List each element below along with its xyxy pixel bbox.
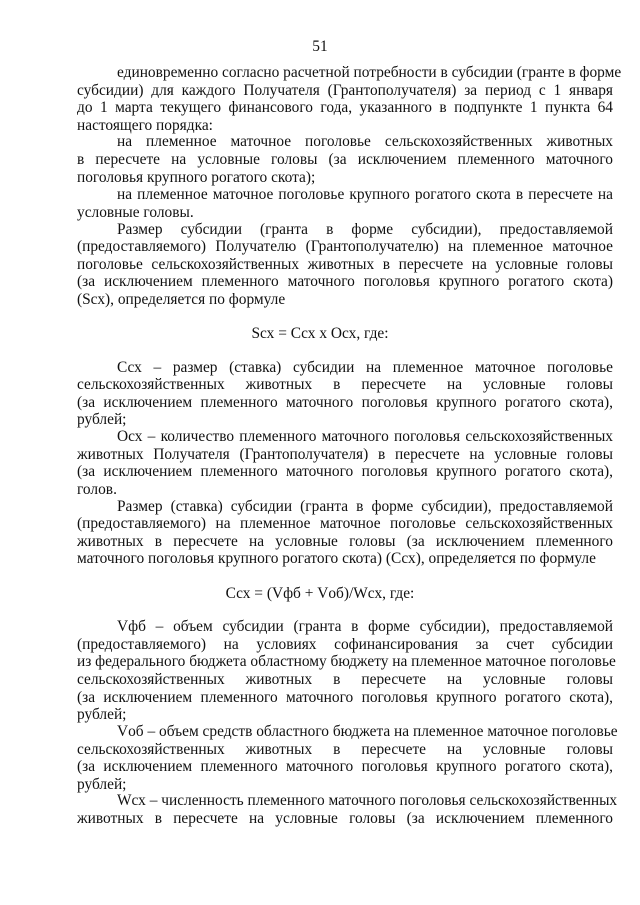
paragraph-line: условные головы.	[77, 203, 194, 221]
paragraph-line: Vфб – объем субсидии (гранта в форме субсидии), предоставляемой	[117, 618, 613, 636]
paragraph-line: поголовья крупного рогатого скота);	[77, 168, 316, 186]
paragraph-line: поголовье сельскохозяйственных животных в пересчете на условные головы	[77, 255, 613, 273]
paragraph-line: Ссх – размер (ставка) субсидии на племенное маточное поголовье	[117, 358, 613, 376]
paragraph-line: настоящего порядка:	[77, 116, 213, 134]
paragraph-line: субсидии) для каждого Получателя (Грантополучателя) за период с 1 января	[77, 81, 613, 99]
paragraph-line: животных в пересчете на условные головы (за исключением племенного	[77, 810, 613, 827]
paragraph-line: рублей;	[77, 706, 127, 724]
paragraph-line: сельскохозяйственных животных в пересчете на условные головы	[77, 740, 613, 758]
paragraph-line: (Sсх), определяется по формуле	[77, 290, 286, 308]
paragraph-line: (за исключением племенного маточного поголовья крупного рогатого скота),	[77, 688, 613, 706]
formula-ccx: Ссх = (Vфб + Vоб)/Wсх, где:	[225, 584, 415, 602]
paragraph-line: животных Получателя (Грантополучателя) в пересчете на условные головы	[77, 445, 613, 463]
paragraph-line: Wсх – численность племенного маточного поголовья сельскохозяйственных	[117, 792, 618, 810]
paragraph-line: Размер (ставка) субсидии (гранта в форме субсидии), предоставляемой	[117, 497, 613, 515]
paragraph-line: (за исключением племенного маточного поголовья крупного рогатого скота),	[77, 463, 613, 481]
paragraph-line: на племенное маточное поголовье сельскохозяйственных животных	[117, 133, 613, 151]
formula-scx: Sсх = Ссх х Осх, где:	[251, 325, 389, 343]
paragraph-line: (предоставляемого) на племенное маточное поголовье сельскохозяйственных	[77, 515, 613, 533]
paragraph-line: Размер субсидии (гранта в форме субсидии), предоставляемой	[117, 220, 613, 238]
paragraph-line: в пересчете на условные головы (за исключением племенного маточного	[77, 151, 613, 169]
paragraph-line: из федерального бюджета областному бюджету на племенное маточное поголовье	[77, 653, 616, 671]
paragraph-line: сельскохозяйственных животных в пересчете на условные головы	[77, 671, 613, 688]
paragraph-line: (за исключением племенного маточного поголовья крупного рогатого скота),	[77, 393, 613, 411]
paragraph-line: сельскохозяйственных животных в пересчете на условные головы	[77, 376, 613, 394]
paragraph-line: на племенное маточное поголовье крупного рогатого скота в пересчете на	[117, 186, 613, 204]
paragraph-line: до 1 марта текущего финансового года, указанного в подпункте 1 пункта 64	[77, 99, 613, 117]
paragraph-line: (предоставляемого) на условиях софинансирования за счет субсидии	[77, 635, 613, 653]
paragraph-line: маточного поголовья крупного рогатого скота) (Ссх), определяется по формуле	[77, 550, 596, 568]
paragraph-line: (за исключением племенного маточного поголовья крупного рогатого скота),	[77, 758, 613, 776]
paragraph-line: голов.	[77, 480, 117, 498]
paragraph-line: Осх – количество племенного маточного поголовья сельскохозяйственных	[117, 428, 613, 446]
paragraph-line: рублей;	[77, 775, 127, 793]
paragraph-line: животных в пересчете на условные головы (за исключением племенного	[77, 532, 613, 550]
paragraph-line: рублей;	[77, 411, 127, 429]
paragraph-line: (предоставляемого) Получателю (Грантополучателю) на племенное маточное	[77, 238, 613, 256]
paragraph-line: единовременно согласно расчетной потребности в субсидии (гранте в форме	[117, 64, 622, 81]
page-number: 51	[312, 38, 328, 55]
paragraph-line: Vоб – объем средств областного бюджета на племенное маточное поголовье	[117, 722, 618, 740]
paragraph-line: (за исключением племенного маточного поголовья крупного рогатого скота)	[77, 273, 613, 291]
